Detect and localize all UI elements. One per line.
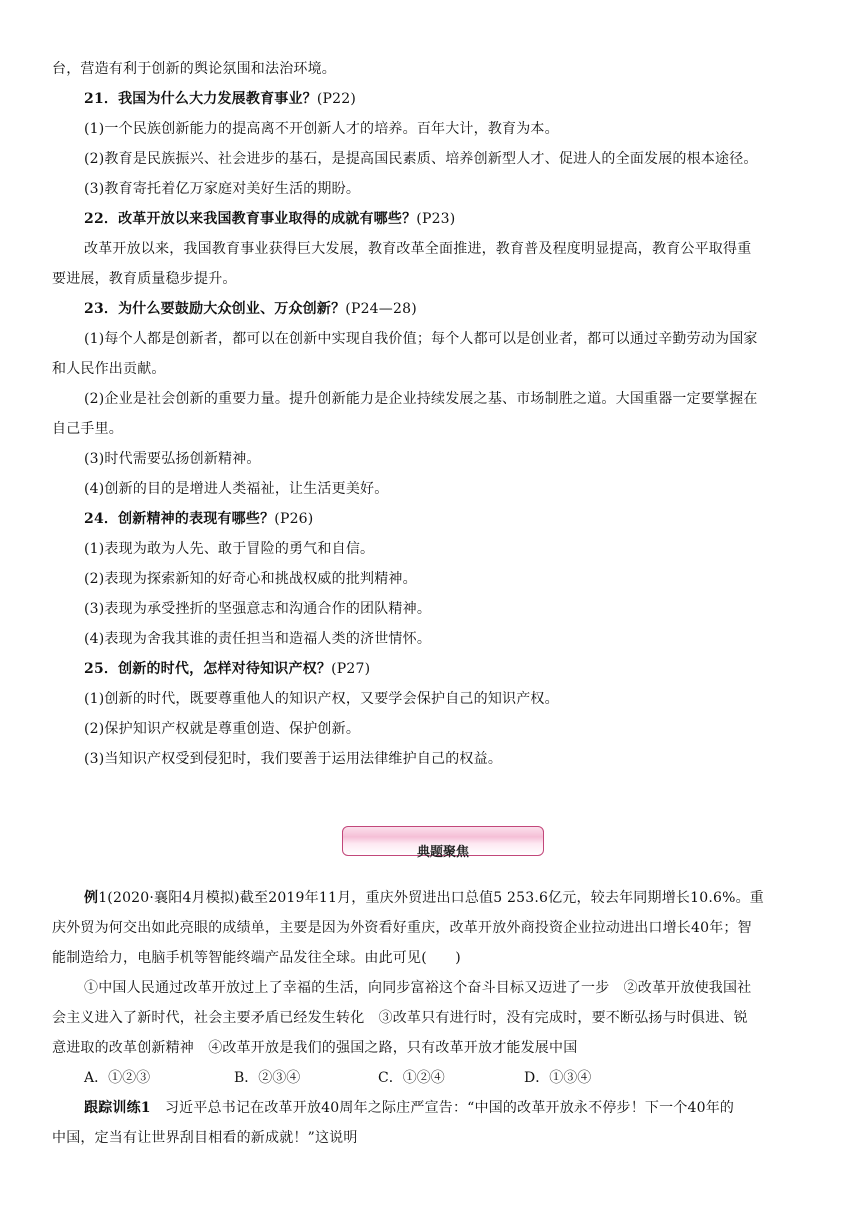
answer-line: 自己手里。 — [52, 421, 123, 437]
answer-line: (2)保护知识产权就是尊重创造、保护创新。 — [84, 721, 361, 737]
answer-line: (2)企业是社会创新的重要力量。提升创新能力是企业持续发展之基、市场制胜之道。大国重器一定要掌握在 — [84, 391, 758, 407]
paragraph-line: 台，营造有利于创新的舆论氛围和法治环境。 — [52, 61, 336, 77]
question-24 — [84, 509, 812, 529]
example-line: 能制造给力，电脑手机等智能终端产品发往全球。由此可见( ) — [52, 950, 461, 966]
question-text: 24．创新精神的表现有哪些？ — [84, 511, 275, 527]
answer-line: 要进展，教育质量稳步提升。 — [52, 271, 237, 287]
example-statement: 会主义进入了新时代，社会主要矛盾已经发生转化 ③改革只有进行时，没有完成时，要不断弘扬与时俱进、锐 — [52, 1010, 748, 1026]
answer-line: (2)教育是民族振兴、社会进步的基石，是提高国民素质、培养创新型人才、促进人的全面发展的根本途径。 — [84, 151, 758, 167]
page-reference: (P23) — [416, 211, 456, 227]
answer-line: (1)创新的时代，既要尊重他人的知识产权，又要学会保护自己的知识产权。 — [84, 691, 559, 707]
answer-line: (3)教育寄托着亿万家庭对美好生活的期盼。 — [84, 181, 361, 197]
training-text: 习近平总书记在改革开放40周年之际庄严宣告：“中国的改革开放永不停步！下一个40年的 — [150, 1100, 735, 1116]
question-22 — [84, 209, 812, 229]
answer-line: (4)表现为舍我其谁的责任担当和造福人类的济世情怀。 — [84, 631, 432, 647]
answer-line: (3)表现为承受挫折的坚强意志和沟通合作的团队精神。 — [84, 601, 432, 617]
example-statement: 意进取的改革创新精神 ④改革开放是我们的强国之路，只有改革开放才能发展中国 — [52, 1040, 578, 1056]
page-reference: (P24—28) — [345, 301, 417, 317]
question-text: 22．改革开放以来我国教育事业取得的成就有哪些？ — [84, 211, 417, 227]
page-reference: (P22) — [316, 91, 357, 107]
question-25 — [84, 659, 812, 679]
option-d: D．①③④ — [524, 1070, 592, 1086]
answer-line: (4)创新的目的是增进人类福祉，让生活更美好。 — [84, 481, 389, 497]
question-21 — [84, 89, 812, 109]
page-reference: (P26) — [274, 511, 314, 527]
answer-options — [84, 1068, 824, 1088]
answer-line: (1)一个民族创新能力的提高离不开创新人才的培养。百年大计，教育为本。 — [84, 121, 559, 137]
question-23 — [84, 299, 812, 319]
answer-line: (1)每个人都是创新者，都可以在创新中实现自我价值；每个人都可以是创业者，都可以通过辛勤劳动为国家 — [84, 331, 758, 347]
training-line — [84, 1098, 812, 1118]
training-line: 中国，定当有让世界刮目相看的新成就！”这说明 — [52, 1130, 358, 1146]
answer-line: (1)表现为敢为人先、敢于冒险的勇气和自信。 — [84, 541, 375, 557]
question-text: 25．创新的时代，怎样对待知识产权？ — [84, 661, 332, 677]
option-b: B．②③④ — [234, 1070, 301, 1086]
answer-line: 和人民作出贡献。 — [52, 361, 166, 377]
page-reference: (P27) — [331, 661, 371, 677]
example-text: 1(2020·襄阳4月模拟)截至2019年11月，重庆外贸进出口总值5 253.6亿元，较去年同期增长10.6%。重 — [98, 890, 764, 906]
example-statement: ①中国人民通过改革开放过上了幸福的生活，向同步富裕这个奋斗目标又迈进了一步 ②改革开放使我国社 — [84, 980, 752, 996]
answer-line: (3)时代需要弘扬创新精神。 — [84, 451, 261, 467]
question-text: 21．我国为什么大力发展教育事业？ — [84, 91, 317, 107]
answer-line: (2)表现为探索新知的好奇心和挑战权威的批判精神。 — [84, 571, 417, 587]
option-a: A．①②③ — [84, 1070, 151, 1086]
option-c: C．①②④ — [378, 1070, 445, 1086]
example-label: 例 — [84, 890, 99, 906]
example-line — [84, 888, 812, 908]
training-label: 跟踪训练1 — [84, 1100, 151, 1116]
question-text: 23．为什么要鼓励大众创业、万众创新？ — [84, 301, 346, 317]
example-line: 庆外贸为何交出如此亮眼的成绩单，主要是因为外资看好重庆，改革开放外商投资企业拉动进出口增长40年；智 — [52, 920, 752, 936]
answer-line: (3)当知识产权受到侵犯时，我们要善于运用法律维护自己的权益。 — [84, 751, 503, 767]
answer-line: 改革开放以来，我国教育事业获得巨大发展，教育改革全面推进，教育普及程度明显提高，教育公平取得重 — [84, 241, 752, 257]
section-title: 典题聚焦 — [416, 845, 469, 860]
